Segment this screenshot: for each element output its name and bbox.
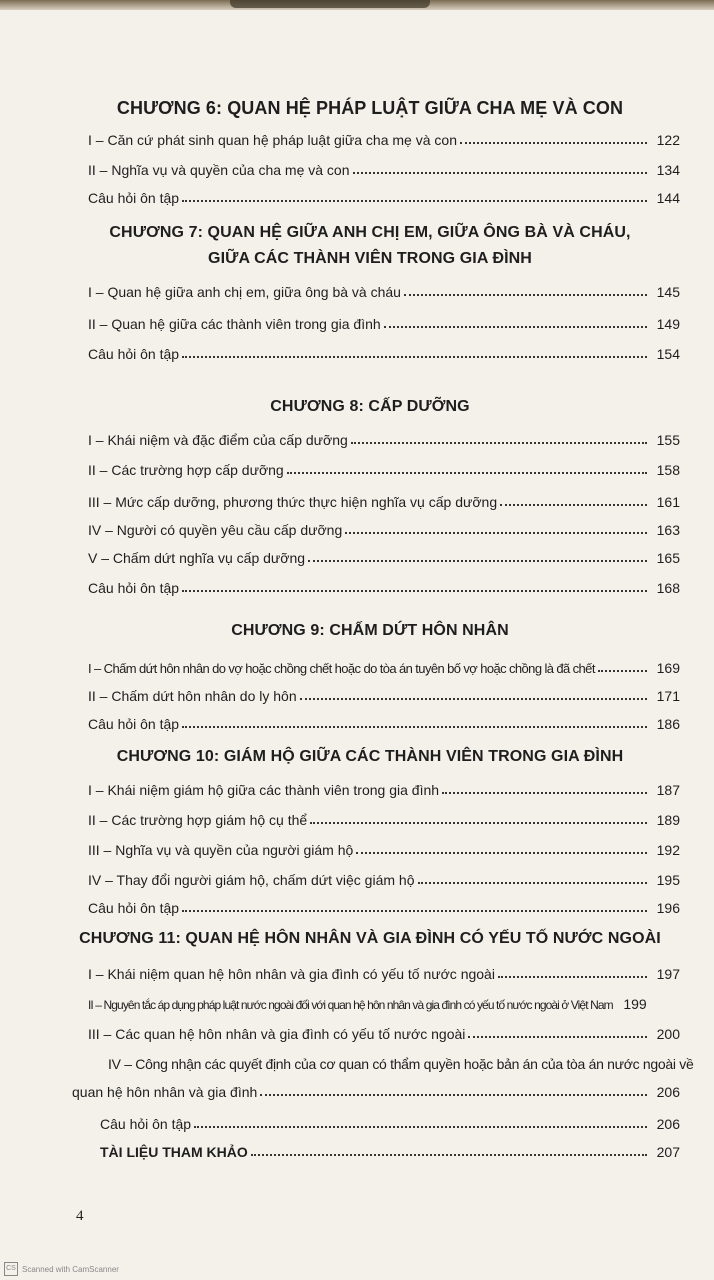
- entry-text: III – Nghĩa vụ và quyền của người giám hộ: [88, 842, 354, 858]
- leader-dots: [598, 670, 647, 672]
- leader-dots: [300, 698, 647, 700]
- entry-page: 169: [656, 660, 680, 676]
- page-number: 4: [76, 1208, 84, 1224]
- toc-entry: [88, 962, 680, 982]
- chapter-11-title: CHƯƠNG 11: QUAN HỆ HÔN NHÂN VÀ GIA ĐÌNH CÓ YẾU TỐ NƯỚC NGOÀI: [79, 930, 661, 947]
- entry-page: 149: [656, 316, 680, 332]
- toc-entry: [88, 838, 680, 858]
- leader-dots: [251, 1154, 647, 1156]
- entry-text: II – Các trường hợp giám hộ cụ thể: [88, 812, 308, 828]
- entry-text: II – Nghĩa vụ và quyền của cha mẹ và con: [88, 162, 350, 178]
- toc-entry: [88, 458, 680, 478]
- toc-entry: [72, 1080, 680, 1100]
- scanner-watermark: [4, 1262, 119, 1276]
- entry-page: 161: [656, 494, 680, 510]
- entry-page: 199: [623, 996, 647, 1012]
- entry-text: Câu hỏi ôn tập: [100, 1116, 192, 1132]
- leader-dots: [384, 326, 647, 328]
- entry-text: I – Khái niệm giám hộ giữa các thành viên trong gia đình: [88, 782, 440, 798]
- leader-dots: [404, 294, 647, 296]
- entry-page: 168: [656, 580, 680, 596]
- leader-dots: [418, 882, 648, 884]
- entry-text: II – Chấm dứt hôn nhân do ly hôn: [88, 688, 297, 704]
- leader-dots: [500, 504, 647, 506]
- toc-entry: [88, 280, 680, 300]
- entry-page: 195: [656, 872, 680, 888]
- entry-text: I – Khái niệm và đặc điểm của cấp dưỡng: [88, 432, 348, 448]
- leader-dots: [194, 1126, 647, 1128]
- chapter-6-title: CHƯƠNG 6: QUAN HỆ PHÁP LUẬT GIỮA CHA MẸ VÀ CON: [116, 98, 624, 118]
- entry-text: Câu hỏi ôn tập: [88, 346, 180, 362]
- toc-entry: [88, 312, 680, 332]
- entry-page: 155: [656, 432, 680, 448]
- entry-text: I – Khái niệm quan hệ hôn nhân và gia đình có yếu tố nước ngoài: [88, 966, 495, 982]
- toc-entry: [88, 1022, 680, 1042]
- leader-dots: [182, 356, 647, 358]
- chapter-7-title-line2: GIỮA CÁC THÀNH VIÊN TRONG GIA ĐÌNH: [208, 250, 532, 267]
- leader-dots: [182, 590, 647, 592]
- entry-text: Câu hỏi ôn tập: [88, 580, 180, 596]
- entry-text: I – Chấm dứt hôn nhân do vợ hoặc chồng chết hoặc do tòa án tuyên bố vợ hoặc chồng là đã chết: [88, 661, 595, 676]
- entry-page: 189: [656, 812, 680, 828]
- toc-entry: [88, 546, 680, 566]
- leader-dots: [310, 822, 647, 824]
- leader-dots: [353, 172, 648, 174]
- entry-text: IV – Người có quyền yêu cầu cấp dưỡng: [88, 522, 343, 538]
- leader-dots: [260, 1094, 647, 1096]
- toc-entry: [100, 1112, 680, 1132]
- toc-entry: [88, 684, 680, 704]
- toc-entry: [88, 868, 680, 888]
- toc-entry: [88, 158, 680, 178]
- entry-page: 134: [656, 162, 680, 178]
- entry-text-line2: quan hệ hôn nhân và gia đình: [72, 1084, 258, 1100]
- entry-text: II – Các trường hợp cấp dưỡng: [88, 462, 284, 478]
- leader-dots: [442, 792, 647, 794]
- entry-page: 196: [656, 900, 680, 916]
- entry-page: 206: [656, 1116, 680, 1132]
- entry-page: 200: [656, 1026, 680, 1042]
- entry-page: 197: [656, 966, 680, 982]
- leader-dots: [498, 976, 647, 978]
- entry-page: 163: [656, 522, 680, 538]
- entry-text: Câu hỏi ôn tập: [88, 190, 180, 206]
- toc-entry: [88, 428, 680, 448]
- entry-page: 171: [656, 688, 680, 704]
- leader-dots: [182, 910, 647, 912]
- toc-entry: [88, 712, 680, 732]
- toc-entry: [88, 896, 680, 916]
- toc-entry-references: [100, 1140, 680, 1160]
- entry-text: IV – Thay đổi người giám hộ, chấm dứt việc giám hộ: [88, 872, 415, 888]
- chapter-9-title: CHƯƠNG 9: CHẤM DỨT HÔN NHÂN: [231, 622, 509, 639]
- leader-dots: [182, 726, 647, 728]
- references-page: 207: [656, 1144, 680, 1160]
- entry-text: II – Nguyên tắc áp dụng pháp luật nước ngoài đối với quan hệ hôn nhân và gia đình có yếu tố nước ngoài ở Việt Nam: [88, 998, 613, 1012]
- entry-page: 187: [656, 782, 680, 798]
- chapter-8-title: CHƯƠNG 8: CẤP DƯỠNG: [270, 398, 470, 415]
- leader-dots: [345, 532, 647, 534]
- entry-text: III – Các quan hệ hôn nhân và gia đình có yếu tố nước ngoài: [88, 1026, 466, 1042]
- camscanner-logo-icon: CS: [4, 1262, 18, 1276]
- toc-entry: [88, 576, 680, 596]
- entry-page: 145: [656, 284, 680, 300]
- leader-dots: [351, 442, 647, 444]
- entry-page: 122: [656, 132, 680, 148]
- toc-entry: [88, 186, 680, 206]
- entry-page: 206: [656, 1084, 680, 1100]
- entry-page: 186: [656, 716, 680, 732]
- leader-dots: [468, 1036, 647, 1038]
- leader-dots: [287, 472, 647, 474]
- toc-entry: [88, 342, 680, 362]
- leader-dots: [460, 142, 647, 144]
- references-text: TÀI LIỆU THAM KHẢO: [100, 1144, 248, 1160]
- toc-entry: [88, 490, 680, 510]
- entry-text: Câu hỏi ôn tập: [88, 900, 180, 916]
- entry-page: 144: [656, 190, 680, 206]
- leader-dots: [356, 852, 647, 854]
- scanner-note: Scanned with CamScanner: [22, 1264, 119, 1274]
- entry-text: III – Mức cấp dưỡng, phương thức thực hiện nghĩa vụ cấp dưỡng: [88, 494, 498, 510]
- toc-entry: [88, 656, 680, 676]
- entry-text: V – Chấm dứt nghĩa vụ cấp dưỡng: [88, 550, 306, 566]
- entry-text: II – Quan hệ giữa các thành viên trong gia đình: [88, 316, 381, 332]
- leader-dots: [182, 200, 647, 202]
- entry-page: 154: [656, 346, 680, 362]
- toc-entry: [88, 992, 680, 1012]
- toc-entry: [88, 128, 680, 148]
- toc-entry: [88, 518, 680, 538]
- entry-page: 165: [656, 550, 680, 566]
- entry-page: 158: [656, 462, 680, 478]
- chapter-7-title: CHƯƠNG 7: QUAN HỆ GIỮA ANH CHỊ EM, GIỮA ÔNG BÀ VÀ CHÁU,: [109, 224, 631, 241]
- toc-entry: [88, 808, 680, 828]
- entry-text: IV – Công nhận các quyết định của cơ quan có thẩm quyền hoặc bản án của tòa án nước ngoài về: [108, 1056, 694, 1072]
- chapter-10-title: CHƯƠNG 10: GIÁM HỘ GIỮA CÁC THÀNH VIÊN TRONG GIA ĐÌNH: [116, 748, 624, 765]
- entry-page: 192: [656, 842, 680, 858]
- entry-text: I – Quan hệ giữa anh chị em, giữa ông bà và cháu: [88, 284, 401, 300]
- entry-text: Câu hỏi ôn tập: [88, 716, 180, 732]
- leader-dots: [308, 560, 647, 562]
- entry-text: I – Căn cứ phát sinh quan hệ pháp luật giữa cha mẹ và con: [88, 132, 457, 148]
- toc-entry: [88, 778, 680, 798]
